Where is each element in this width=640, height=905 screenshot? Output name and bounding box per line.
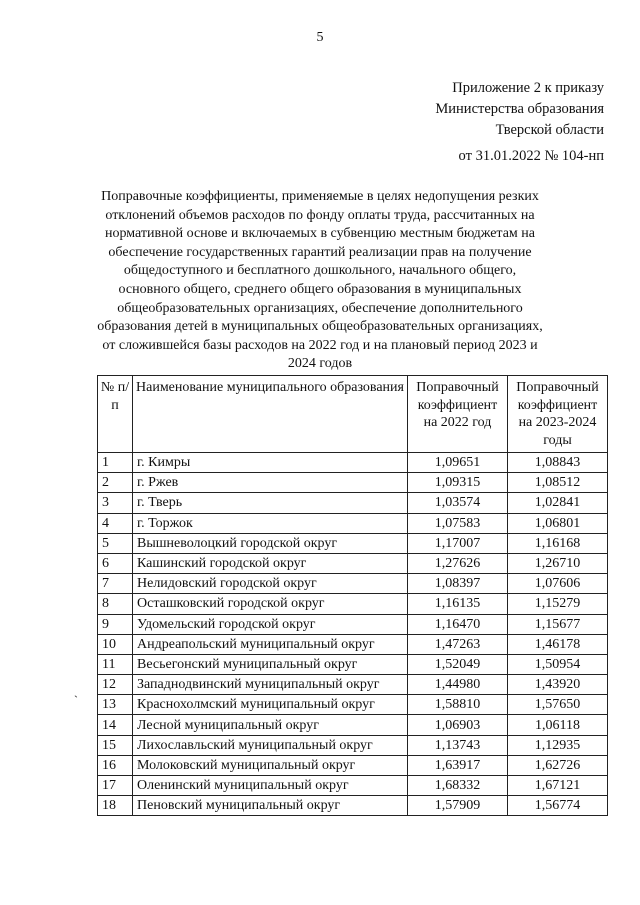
row-coef-2023-2024: 1,06801 xyxy=(508,513,608,533)
table-row xyxy=(98,453,608,473)
row-name: Осташковский городской округ xyxy=(133,594,408,614)
row-coef-2022: 1,06903 xyxy=(408,715,508,735)
row-number: 12 xyxy=(98,675,133,695)
table-row xyxy=(98,614,608,634)
order-date: от 31.01.2022 № 104-нп xyxy=(458,148,604,164)
row-coef-2022: 1,57909 xyxy=(408,796,508,816)
row-coef-2023-2024: 1,15279 xyxy=(508,594,608,614)
row-coef-2022: 1,07583 xyxy=(408,513,508,533)
row-coef-2023-2024: 1,08512 xyxy=(508,473,608,493)
row-number: 18 xyxy=(98,796,133,816)
table-row xyxy=(98,473,608,493)
page-number: 5 xyxy=(316,30,324,45)
row-number: 3 xyxy=(98,493,133,513)
row-name: г. Ржев xyxy=(133,473,408,493)
row-name: Оленинский муниципальный округ xyxy=(133,776,408,796)
table-header-row xyxy=(98,376,608,453)
row-number: 14 xyxy=(98,715,133,735)
row-coef-2022: 1,16135 xyxy=(408,594,508,614)
row-coef-2022: 1,16470 xyxy=(408,614,508,634)
row-number: 1 xyxy=(98,453,133,473)
row-number: 6 xyxy=(98,553,133,573)
row-number: 13 xyxy=(98,695,133,715)
row-name: г. Торжок xyxy=(133,513,408,533)
row-coef-2023-2024: 1,02841 xyxy=(508,493,608,513)
row-coef-2022: 1,44980 xyxy=(408,675,508,695)
row-name: Весьегонский муниципальный округ xyxy=(133,654,408,674)
table-row xyxy=(98,513,608,533)
row-name: Пеновский муниципальный округ xyxy=(133,796,408,816)
coefficients-table xyxy=(97,375,608,816)
row-name: Краснохолмский муниципальный округ xyxy=(133,695,408,715)
row-number: 9 xyxy=(98,614,133,634)
row-coef-2022: 1,09315 xyxy=(408,473,508,493)
row-name: Вышневолоцкий городской округ xyxy=(133,533,408,553)
row-name: Удомельский городской округ xyxy=(133,614,408,634)
table-body xyxy=(98,453,608,816)
row-number: 2 xyxy=(98,473,133,493)
row-name: Кашинский городской округ xyxy=(133,553,408,573)
row-name: г. Кимры xyxy=(133,453,408,473)
row-coef-2023-2024: 1,56774 xyxy=(508,796,608,816)
header-name: Наименование муниципального образования xyxy=(133,376,408,453)
row-coef-2023-2024: 1,50954 xyxy=(508,654,608,674)
row-coef-2023-2024: 1,62726 xyxy=(508,755,608,775)
row-number: 7 xyxy=(98,574,133,594)
row-number: 17 xyxy=(98,776,133,796)
header-coef-2022: Поправочный коэффициент на 2022 год xyxy=(408,376,508,453)
row-number: 11 xyxy=(98,654,133,674)
header-coef-2023-2024: Поправочный коэффициент на 2023-2024 годы xyxy=(508,376,608,453)
table-row xyxy=(98,776,608,796)
table-row xyxy=(98,735,608,755)
table-row xyxy=(98,654,608,674)
row-coef-2023-2024: 1,16168 xyxy=(508,533,608,553)
row-name: Молоковский муниципальный округ xyxy=(133,755,408,775)
row-number: 4 xyxy=(98,513,133,533)
table-row xyxy=(98,533,608,553)
row-coef-2023-2024: 1,07606 xyxy=(508,574,608,594)
row-coef-2023-2024: 1,12935 xyxy=(508,735,608,755)
table-row xyxy=(98,553,608,573)
row-number: 5 xyxy=(98,533,133,553)
appendix-header xyxy=(435,78,604,141)
row-coef-2022: 1,58810 xyxy=(408,695,508,715)
row-name: г. Тверь xyxy=(133,493,408,513)
row-coef-2023-2024: 1,57650 xyxy=(508,695,608,715)
row-coef-2022: 1,08397 xyxy=(408,574,508,594)
row-coef-2022: 1,13743 xyxy=(408,735,508,755)
row-coef-2022: 1,03574 xyxy=(408,493,508,513)
row-coef-2022: 1,47263 xyxy=(408,634,508,654)
table-row xyxy=(98,796,608,816)
row-coef-2022: 1,09651 xyxy=(408,453,508,473)
row-number: 10 xyxy=(98,634,133,654)
row-coef-2022: 1,68332 xyxy=(408,776,508,796)
table-row xyxy=(98,574,608,594)
row-coef-2023-2024: 1,43920 xyxy=(508,675,608,695)
appendix-line-1: Приложение 2 к приказу xyxy=(452,80,604,96)
row-coef-2023-2024: 1,26710 xyxy=(508,553,608,573)
table-row xyxy=(98,715,608,735)
row-coef-2023-2024: 1,08843 xyxy=(508,453,608,473)
row-name: Западнодвинский муниципальный округ xyxy=(133,675,408,695)
row-coef-2022: 1,27626 xyxy=(408,553,508,573)
row-name: Лесной муниципальный округ xyxy=(133,715,408,735)
row-coef-2022: 1,63917 xyxy=(408,755,508,775)
table-row xyxy=(98,695,608,715)
table-row xyxy=(98,634,608,654)
row-name: Лихославльский муниципальный округ xyxy=(133,735,408,755)
row-coef-2023-2024: 1,46178 xyxy=(508,634,608,654)
table-row xyxy=(98,755,608,775)
header-num: № п/п xyxy=(98,376,133,453)
table-row xyxy=(98,675,608,695)
row-coef-2023-2024: 1,67121 xyxy=(508,776,608,796)
table-row xyxy=(98,594,608,614)
row-number: 16 xyxy=(98,755,133,775)
row-coef-2022: 1,17007 xyxy=(408,533,508,553)
row-coef-2023-2024: 1,06118 xyxy=(508,715,608,735)
row-number: 8 xyxy=(98,594,133,614)
row-coef-2022: 1,52049 xyxy=(408,654,508,674)
appendix-line-3: Тверской области xyxy=(495,122,604,138)
row-coef-2023-2024: 1,15677 xyxy=(508,614,608,634)
row-name: Андреапольский муниципальный округ xyxy=(133,634,408,654)
margin-mark: ` xyxy=(74,693,78,707)
document-title: Поправочные коэффициенты, применяемые в целях недопущения резких отклонений объемов расходов по фонду оплаты труда, рассчитанных на нормативной основе и включаемых в субвенцию местным бюджетам на обеспечение государственных гарантий реализации прав на получение общедоступного и бесплатного дошкольного, начального общего, основного общего, среднего общего образования в муниципальных общеобразовательных организациях, обеспечение дополнительного образования детей в муниципальных общеобразовательных организациях, от сложившейся базы расходов на 2022 год и на плановый период 2023 и 2024 годов xyxy=(97,189,543,372)
row-name: Нелидовский городской округ xyxy=(133,574,408,594)
table-row xyxy=(98,493,608,513)
appendix-line-2: Министерства образования xyxy=(435,101,604,117)
row-number: 15 xyxy=(98,735,133,755)
